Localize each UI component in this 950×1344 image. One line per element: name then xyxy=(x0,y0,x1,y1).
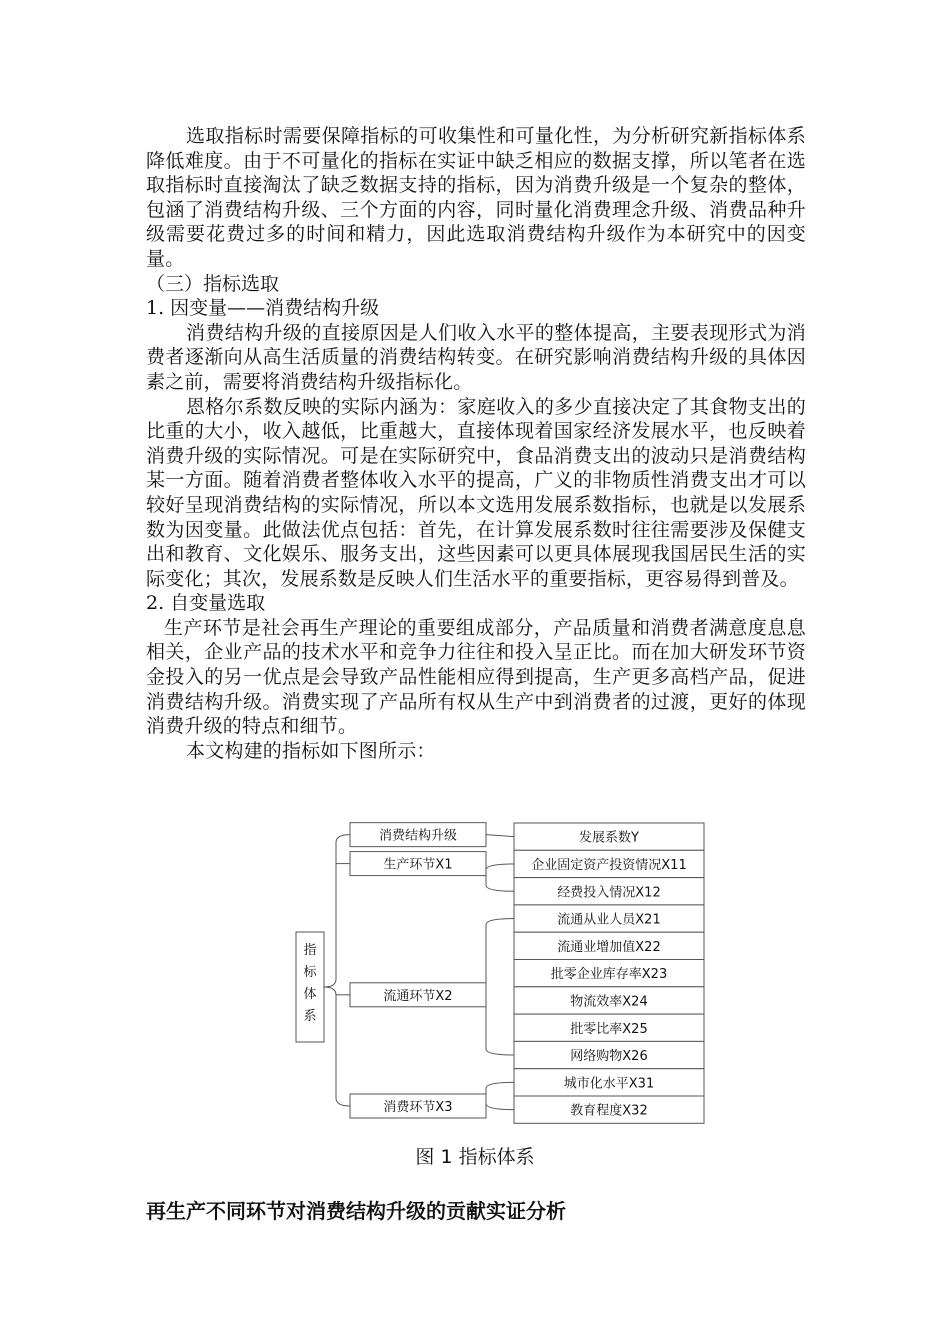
indicator-label: 物流效率X24 xyxy=(570,994,648,1010)
connector-line xyxy=(486,1082,514,1106)
paragraph-3: 恩格尔系数反映的实际内涵为：家庭收入的多少直接决定了其食物支出的比重的大小，收入越低，比重越大，直接体现着国家经济发展水平，也反映着消费升级的实际情况。可是在实际研究中，食品消费支出的波动只是消费结构某一方面。随着消费者整体收入水平的提高，广义的非物质性消费支出才可以较好呈现消费结构的实际情况，所以本文选用发展系数指标，也就是以发展系数为因变量。此做法优点包括：首先，在计算发展系数时往往需要涉及保健支出和教育、文化娱乐、服务支出，这些因素可以更具体展现我国居民生活的实际变化；其次，发展系数是反映人们生活水平的重要指标，更容易得到普及。 xyxy=(146,395,806,590)
indicator-label: 流通从业人员X21 xyxy=(557,912,661,928)
indicator-label: 企业固定资产投资情况X11 xyxy=(531,857,687,873)
group-label: 消费结构升级 xyxy=(378,828,458,844)
root-label-char: 指 xyxy=(303,943,317,958)
indicator-label: 批零比率X25 xyxy=(570,1021,648,1037)
indicator-label: 教育程度X32 xyxy=(570,1103,648,1119)
group-label: 消费环节X3 xyxy=(383,1100,453,1115)
indicator-label: 流通业增加值X22 xyxy=(557,939,661,955)
subheading-1: 1. 因变量——消费结构升级 xyxy=(146,297,380,320)
indicator-label: 发展系数Y xyxy=(579,830,639,846)
indicator-system-diagram xyxy=(290,818,710,1130)
body-text xyxy=(146,124,806,763)
root-label-char: 系 xyxy=(303,1009,317,1024)
root-label-char: 体 xyxy=(303,987,317,1002)
connector-line xyxy=(486,835,514,837)
root-connector xyxy=(324,835,350,987)
group-label: 流通环节X2 xyxy=(383,988,453,1004)
paragraph-1: 选取指标时需要保障指标的可收集性和可量化性，为分析研究新指标体系降低难度。由于不可量化的指标在实证中缺乏相应的数据支撑，所以笔者在选取指标时直接淘汰了缺乏数据支持的指标，因为消费升级是一个复杂的整体，包涵了消费结构升级、三个方面的内容，同时量化消费理念升级、消费品种升级需要花费过多的时间和精力，因此选取消费结构升级作为本研究中的因变量。 xyxy=(146,125,806,270)
paragraph-5: 本文构建的指标如下图所示： xyxy=(186,739,436,762)
indicator-label: 网络购物X26 xyxy=(570,1049,648,1065)
connector-line xyxy=(486,1104,514,1114)
paragraph-4: 生产环节是社会再生产理论的重要组成部分，产品质量和消费者满意度息息相关，企业产品的技术水平和竞争力往往和投入呈正比。而在加大研发环节资金投入的另一优点是会导致产品性能相应得到提高，生产更多高档产品，促进消费结构升级。消费实现了产品所有权从生产中到消费者的过渡，更好的体现消费升级的特点和细节。 xyxy=(146,616,806,738)
connector-line xyxy=(486,995,514,1055)
indicator-label: 经费投入情况X12 xyxy=(557,885,661,901)
root-label-char: 标 xyxy=(303,965,317,980)
connector-line xyxy=(486,856,514,870)
group-label: 生产环节X1 xyxy=(383,857,453,873)
connector-line xyxy=(486,864,514,892)
connector-line xyxy=(486,919,514,995)
root-connector xyxy=(324,987,350,1106)
section-heading: （三）指标选取 xyxy=(146,272,280,295)
paragraph-2: 消费结构升级的直接原因是人们收入水平的整体提高，主要表现形式为消费者逐渐向从高生活质量的消费结构转变。在研究影响消费结构升级的具体因素之前，需要将消费结构升级指标化。 xyxy=(146,321,806,393)
figure-caption: 图 1 指标体系 xyxy=(415,1146,535,1168)
section-title: 再生产不同环节对消费结构升级的贡献实证分析 xyxy=(146,1199,566,1223)
subheading-2: 2. 自变量选取 xyxy=(146,592,266,615)
indicator-label: 批零企业库存率X23 xyxy=(550,967,668,983)
indicator-label: 城市化水平X31 xyxy=(563,1076,655,1092)
diagram-svg xyxy=(290,818,710,1130)
